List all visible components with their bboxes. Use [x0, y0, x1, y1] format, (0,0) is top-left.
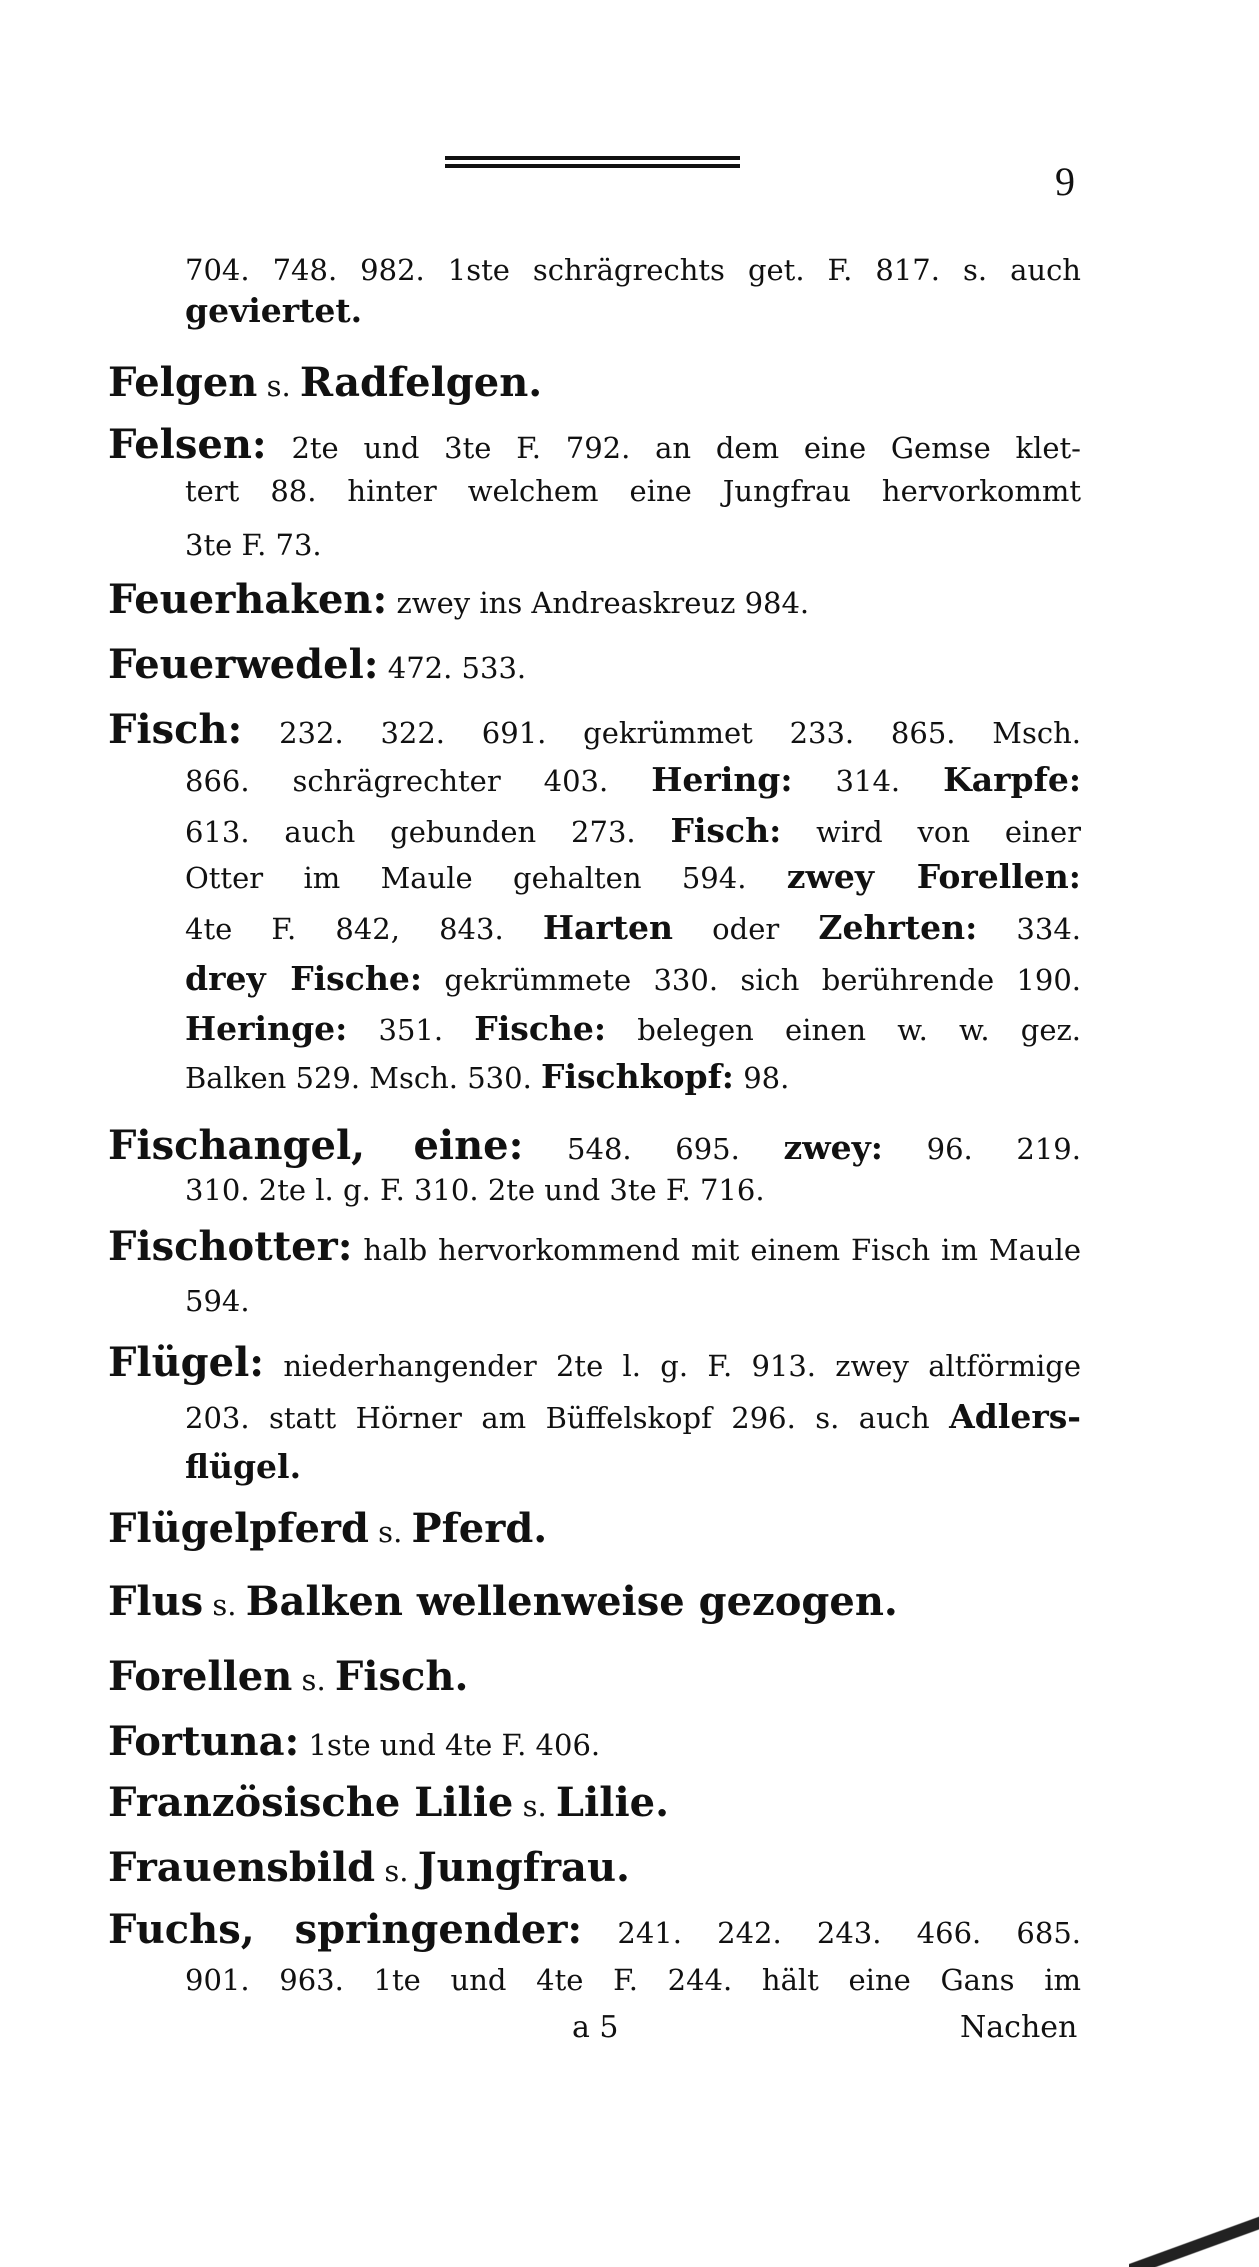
- entry-text: 472. 533.: [378, 651, 527, 685]
- entry-text: 232. 322. 691. gekrümmet 233. 865. Msch.: [242, 716, 1081, 750]
- index-continuation-line: [185, 1444, 1081, 1490]
- entry-text: 310. 2te l. g. F. 310. 2te und 3te F. 716.: [185, 1173, 765, 1207]
- entry-text: 1ste und 4te F. 406.: [299, 1728, 601, 1762]
- subheading: Zehrten:: [818, 908, 978, 947]
- entry-text: 704. 748. 982. 1ste schrägrechts get. F. 817. s. auch: [185, 253, 1081, 287]
- subheading: Heringe:: [185, 1009, 348, 1048]
- entry-text: belegen einen w. w. gez.: [606, 1013, 1081, 1047]
- entry-text: s.: [375, 1854, 418, 1888]
- subheading: Fische:: [474, 1009, 607, 1048]
- entry-text: s.: [513, 1789, 556, 1823]
- index-continuation-line: [185, 1957, 1081, 2003]
- entry-text: 3te F. 73.: [185, 528, 322, 562]
- index-continuation-line: [185, 1394, 1081, 1440]
- entry-text: s.: [292, 1663, 335, 1697]
- subheading: Fischkopf:: [541, 1057, 734, 1096]
- entry-text: 96. 219.: [882, 1132, 1081, 1166]
- index-entry-line: [108, 1340, 1081, 1386]
- header-ornament-rule: [445, 156, 740, 160]
- subheading: zwey:: [783, 1128, 883, 1167]
- headword: Feuerhaken:: [108, 576, 388, 623]
- entry-text: wird von einer: [781, 815, 1082, 849]
- index-continuation-line: [185, 522, 1081, 568]
- index-entry-line: [108, 1845, 1081, 1891]
- entry-text: 241. 242. 243. 466. 685.: [582, 1916, 1081, 1950]
- subheading: Karpfe:: [943, 760, 1082, 799]
- entry-text: halb hervorkommend mit einem Fisch im Maule: [352, 1233, 1081, 1267]
- index-entry-line: [108, 1123, 1081, 1169]
- headword: Fisch:: [108, 706, 243, 753]
- headword: Felgen: [108, 359, 258, 406]
- entry-text: 334.: [977, 912, 1081, 946]
- index-continuation-line: [185, 468, 1081, 514]
- entry-text: zwey ins Andreaskreuz 984.: [387, 586, 810, 620]
- index-entry-line: [108, 422, 1081, 468]
- index-entry-line: [108, 1579, 1081, 1625]
- index-continuation-line: [185, 1278, 1081, 1324]
- index-continuation-line: [185, 808, 1081, 854]
- index-entry-line: [108, 1719, 1081, 1765]
- subheading: drey Fische:: [185, 959, 423, 998]
- headword: Balken wellenweise gezogen.: [245, 1578, 898, 1625]
- index-entry-line: [108, 360, 1081, 406]
- entry-text: 594.: [185, 1284, 250, 1318]
- entry-text: s.: [203, 1588, 246, 1622]
- entry-text: s.: [368, 1515, 412, 1549]
- subheading: Hering:: [651, 760, 793, 799]
- index-continuation-line: [185, 247, 1081, 293]
- headword: Fuchs, springender:: [108, 1906, 583, 1953]
- index-continuation-line: [185, 757, 1081, 803]
- headword: Fischangel, eine:: [108, 1122, 524, 1169]
- headword: Französische Lilie: [108, 1779, 514, 1826]
- headword: Flügelpferd: [108, 1505, 369, 1552]
- entry-text: Balken 529. Msch. 530.: [185, 1061, 542, 1095]
- entry-text: 4te F. 842, 843.: [185, 912, 543, 946]
- headword: Jungfrau.: [417, 1844, 630, 1891]
- headword: Pferd.: [411, 1505, 548, 1552]
- page-number: 9: [1055, 159, 1075, 204]
- entry-text: 901. 963. 1te und 4te F. 244. hält eine Gans im: [185, 1963, 1081, 1997]
- subheading: geviertet.: [185, 291, 363, 330]
- index-entry-line: [108, 577, 1081, 623]
- index-entry-line: [108, 1224, 1081, 1270]
- signature-mark: a 5: [572, 2010, 619, 2045]
- index-continuation-line: [185, 288, 1081, 334]
- index-entry-line: [108, 1907, 1081, 1953]
- subheading: Adlers-: [949, 1397, 1081, 1436]
- headword: Radfelgen.: [299, 359, 543, 406]
- page-edge-shadow: [1129, 2187, 1259, 2267]
- header-ornament-rule: [445, 164, 740, 168]
- subheading: flügel.: [185, 1447, 302, 1486]
- index-entry-line: [108, 642, 1081, 688]
- index-entry-line: [108, 1506, 1081, 1552]
- headword: Fortuna:: [108, 1718, 300, 1765]
- index-entry-line: [108, 1780, 1081, 1826]
- index-continuation-line: [185, 1006, 1081, 1052]
- entry-text: s.: [257, 369, 300, 403]
- headword: Flügel:: [108, 1339, 265, 1386]
- entry-text: niederhangender 2te l. g. F. 913. zwey altförmige: [264, 1349, 1081, 1383]
- entry-text: 613. auch gebunden 273.: [185, 815, 671, 849]
- catchword: Nachen: [960, 2010, 1078, 2045]
- subheading: Fisch:: [670, 811, 782, 850]
- entry-text: Otter im Maule gehalten 594.: [185, 861, 787, 895]
- index-continuation-line: [185, 854, 1081, 900]
- entry-text: 98.: [733, 1061, 790, 1095]
- subheading: zwey Forellen:: [786, 857, 1081, 896]
- headword: Frauensbild: [108, 1844, 376, 1891]
- entry-text: oder: [673, 912, 819, 946]
- entry-text: 351.: [347, 1013, 475, 1047]
- index-continuation-line: [185, 905, 1081, 951]
- headword: Fisch.: [334, 1653, 469, 1700]
- headword: Flus: [108, 1578, 204, 1625]
- entry-text: 314.: [792, 764, 944, 798]
- index-entry-line: [108, 1654, 1081, 1700]
- entry-text: tert 88. hinter welchem eine Jungfrau hervorkommt: [185, 474, 1081, 508]
- entry-text: 548. 695.: [523, 1132, 784, 1166]
- headword: Feuerwedel:: [108, 641, 379, 688]
- index-continuation-line: [185, 1054, 1081, 1100]
- index-entry-line: [108, 707, 1081, 753]
- entry-text: 203. statt Hörner am Büffelskopf 296. s. auch: [185, 1401, 950, 1435]
- entry-text: 866. schrägrechter 403.: [185, 764, 652, 798]
- headword: Fischotter:: [108, 1223, 353, 1270]
- index-continuation-line: [185, 956, 1081, 1002]
- subheading: Harten: [542, 908, 674, 947]
- headword: Felsen:: [108, 421, 267, 468]
- headword: Lilie.: [555, 1779, 670, 1826]
- entry-text: gekrümmete 330. sich berührende 190.: [422, 963, 1081, 997]
- index-continuation-line: [185, 1167, 1081, 1213]
- entry-text: 2te und 3te F. 792. an dem eine Gemse klet-: [266, 431, 1081, 465]
- headword: Forellen: [108, 1653, 293, 1700]
